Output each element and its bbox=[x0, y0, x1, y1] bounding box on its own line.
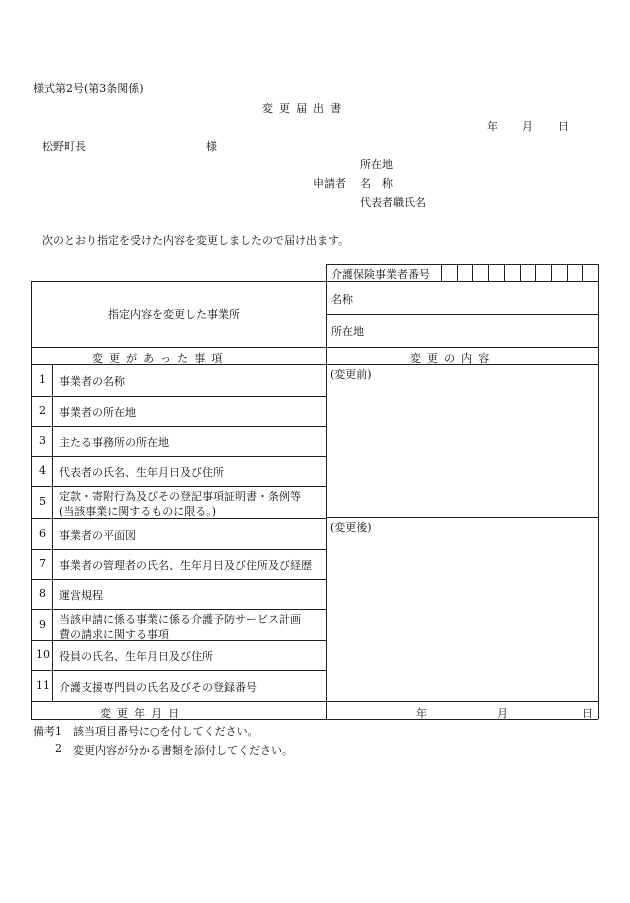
item-number: 5 bbox=[39, 495, 46, 508]
item-number: 8 bbox=[39, 587, 46, 600]
provider-label-divider bbox=[441, 264, 442, 281]
note-1: 該当項目番号に○を付してください。 bbox=[73, 725, 259, 738]
office-address-label: 所在地 bbox=[331, 325, 364, 338]
recipient: 松野町長 bbox=[42, 140, 86, 153]
item-number: 9 bbox=[39, 617, 46, 631]
table-top bbox=[31, 281, 598, 282]
item-row-divider bbox=[31, 396, 326, 397]
item-text bbox=[59, 489, 301, 519]
item-text: 事業者の名称 bbox=[59, 375, 125, 388]
provider-row-top bbox=[326, 264, 598, 265]
change-date-year: 年 bbox=[416, 707, 427, 720]
right-border bbox=[598, 264, 599, 719]
honorific: 様 bbox=[206, 140, 217, 153]
item-text: 介護支援専門員の氏名及びその登録番号 bbox=[59, 680, 257, 694]
item-row-divider bbox=[31, 579, 326, 580]
item-text-line1: 定款・寄附行為及びその登記事項証明書・条例等 bbox=[59, 490, 301, 503]
item-number: 7 bbox=[39, 557, 46, 570]
office-bottom bbox=[31, 347, 598, 348]
office-name-label: 名称 bbox=[331, 293, 353, 306]
provider-digit-box bbox=[472, 264, 473, 281]
middle-border bbox=[326, 264, 327, 719]
item-text: 事業者の平面図 bbox=[59, 528, 136, 542]
item-text: 運営規程 bbox=[59, 589, 103, 602]
item-number: 4 bbox=[39, 464, 46, 477]
notes-prefix: 備考1 bbox=[33, 725, 62, 738]
number-column-border bbox=[52, 364, 53, 701]
provider-digit-box bbox=[520, 264, 521, 281]
item-row-divider bbox=[31, 670, 326, 671]
page-title: 変更届出書 bbox=[262, 102, 348, 115]
item-row-divider bbox=[31, 609, 326, 610]
note-2-number: 2 bbox=[55, 742, 62, 755]
change-date-label: 変更年月日 bbox=[100, 707, 186, 720]
provider-digit-box bbox=[535, 264, 536, 281]
item-number: 1 bbox=[39, 373, 46, 386]
note-2: 変更内容が分かる書類を添付してください。 bbox=[73, 744, 293, 757]
applicant-address-label: 所在地 bbox=[360, 158, 393, 171]
item-number: 11 bbox=[36, 678, 50, 692]
item-text: 事業者の管理者の氏名、生年月日及び住所及び経歴 bbox=[59, 559, 312, 572]
submit-date-month: 月 bbox=[522, 120, 533, 133]
item-row-divider bbox=[31, 486, 326, 487]
item-text-line2: (当該事業に関するものに限る。) bbox=[59, 505, 217, 518]
item-text: 事業者の所在地 bbox=[59, 406, 136, 419]
item-text-line1: 当該申請に係る事業に係る介護予防サービス計画 bbox=[59, 613, 301, 626]
item-text: 代表者の氏名、生年月日及び住所 bbox=[59, 466, 224, 479]
provider-digit-box bbox=[488, 264, 489, 281]
header-items: 変更があった事項 bbox=[92, 352, 229, 365]
item-number: 3 bbox=[39, 434, 46, 447]
provider-digit-box bbox=[457, 264, 458, 281]
change-date-day: 日 bbox=[582, 707, 593, 720]
header-content: 変更の内容 bbox=[410, 352, 496, 365]
provider-digit-box bbox=[504, 264, 505, 281]
form-number: 様式第2号(第3条関係) bbox=[33, 82, 144, 95]
after-label: (変更後) bbox=[330, 521, 372, 534]
change-date-month: 月 bbox=[497, 707, 508, 720]
office-label: 指定内容を変更した事業所 bbox=[108, 308, 240, 321]
provider-digit-box bbox=[551, 264, 552, 281]
applicant-representative-label: 代表者職氏名 bbox=[360, 196, 426, 209]
item-number: 6 bbox=[39, 526, 46, 540]
before-after-divider bbox=[326, 517, 598, 518]
item-row-divider bbox=[31, 456, 326, 457]
provider-digit-box bbox=[567, 264, 568, 281]
submit-date-year: 年 bbox=[487, 120, 498, 133]
applicant-name-label: 名 称 bbox=[360, 177, 393, 190]
provider-number-label: 介護保険事業者番号 bbox=[331, 268, 430, 281]
item-row-divider bbox=[31, 549, 326, 550]
date-row-top bbox=[31, 701, 598, 702]
item-text: 役員の氏名、生年月日及び住所 bbox=[59, 650, 213, 663]
submit-date-day: 日 bbox=[558, 120, 569, 133]
applicant-group-label: 申請者 bbox=[313, 177, 346, 190]
intro-text: 次のとおり指定を受けた内容を変更しましたので届け出ます。 bbox=[42, 234, 350, 247]
before-label: (変更前) bbox=[330, 368, 372, 381]
item-text-line2: 費の請求に関する事項 bbox=[59, 628, 169, 641]
item-row-divider bbox=[31, 426, 326, 427]
item-number: 2 bbox=[39, 404, 46, 417]
office-divider bbox=[326, 314, 598, 315]
provider-digit-box bbox=[582, 264, 583, 281]
item-text: 主たる事務所の所在地 bbox=[59, 436, 169, 449]
item-number: 10 bbox=[36, 648, 50, 661]
item-text bbox=[59, 612, 301, 642]
